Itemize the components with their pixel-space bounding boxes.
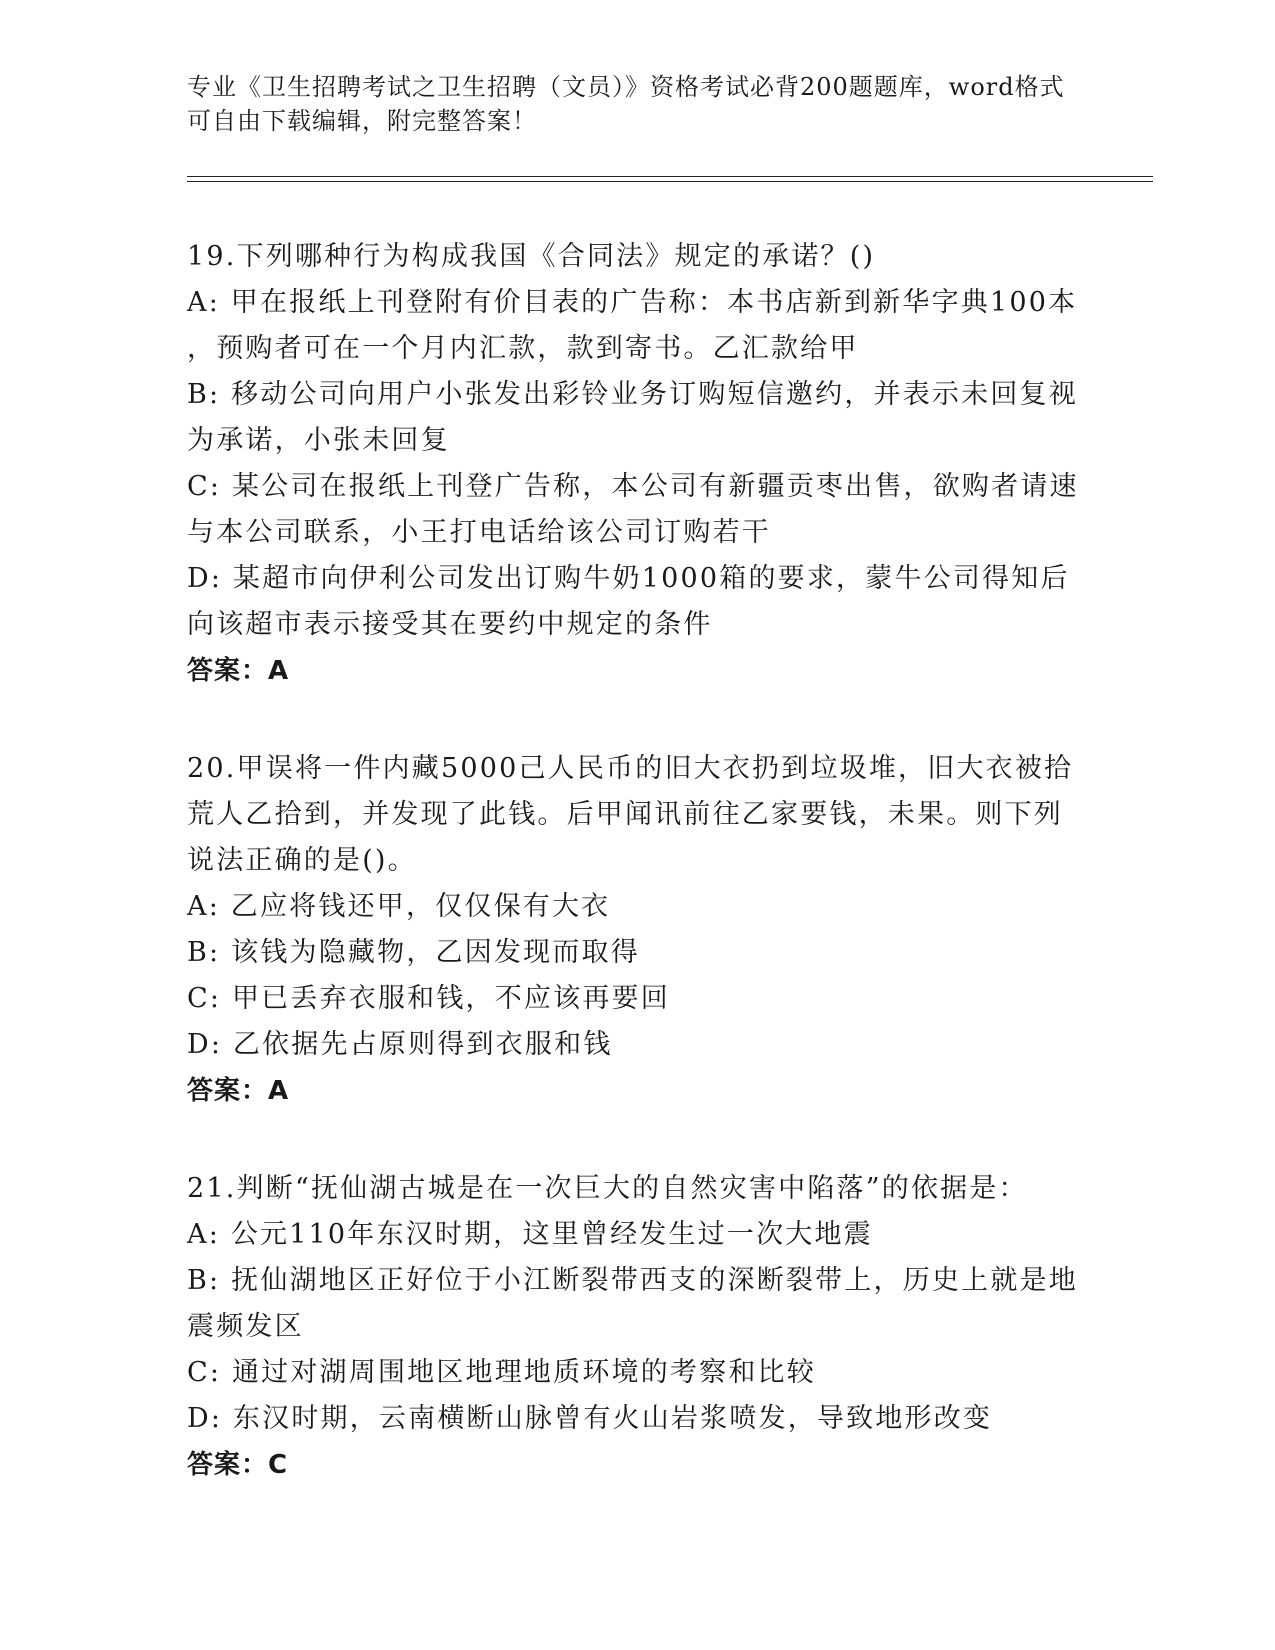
answer: 答案：A [187,656,290,686]
option-a: A: 甲在报纸上刊登附有价目表的广告称：本书店新到新华字典100本 [187,287,1078,318]
option-b: B: 移动公司向用户小张发出彩铃业务订购短信邀约，并表示未回复视 [187,379,1078,410]
option-a: A: 公元110年东汉时期，这里曾经发生过一次大地震 [187,1219,873,1250]
option-b: B: 该钱为隐藏物，乙因发现而取得 [187,937,640,968]
option-b-continued: 为承诺，小张未回复 [187,425,450,456]
option-b: B: 抚仙湖地区正好位于小江断裂带西支的深断裂带上，历史上就是地 [187,1265,1078,1296]
answer: 答案：A [187,1076,290,1106]
question-19 [187,234,1087,694]
option-c: C: 通过对湖周围地区地理地质环境的考察和比较 [187,1357,816,1388]
header-line: 专业《卫生招聘考试之卫生招聘（文员）》资格考试必背200题题库，word格式 [187,73,1065,101]
option-b-continued: 震频发区 [187,1311,304,1342]
question-20 [187,746,1087,1114]
question-stem-continued: 说法正确的是()。 [187,845,417,876]
option-d: D: 乙依据先占原则得到衣服和钱 [187,1029,613,1060]
option-a-continued: ，预购者可在一个月内汇款，款到寄书。乙汇款给甲 [187,333,859,364]
document-header [187,70,1077,138]
question-stem: 21.判断“抚仙湖古城是在一次巨大的自然灾害中陷落”的依据是： [187,1173,1028,1204]
option-a: A: 乙应将钱还甲，仅仅保有大衣 [187,891,611,922]
option-d: D: 某超市向伊利公司发出订购牛奶1000箱的要求，蒙牛公司得知后 [187,563,1070,594]
option-c-continued: 与本公司联系，小王打电话给该公司订购若干 [187,517,771,548]
option-d: D: 东汉时期，云南横断山脉曾有火山岩浆喷发，导致地形改变 [187,1403,993,1434]
header-divider [187,176,1153,182]
question-stem: 20.甲误将一件内藏5000己人民币的旧大衣扔到垃圾堆，旧大衣被拾 [187,753,1074,784]
option-d-continued: 向该超市表示接受其在要约中规定的条件 [187,609,713,640]
question-21 [187,1166,1087,1488]
header-line: 可自由下载编辑，附完整答案！ [187,107,537,135]
question-stem-continued: 荒人乙拾到，并发现了此钱。后甲闻讯前往乙家要钱，未果。则下列 [187,799,1063,830]
question-list [187,234,1087,1540]
option-c: C: 甲已丢弃衣服和钱，不应该再要回 [187,983,670,1014]
question-stem: 19.下列哪种行为构成我国《合同法》规定的承诺？() [187,241,876,272]
answer: 答案：C [187,1450,289,1480]
option-c: C: 某公司在报纸上刊登广告称，本公司有新疆贡枣出售，欲购者请速 [187,471,1079,502]
